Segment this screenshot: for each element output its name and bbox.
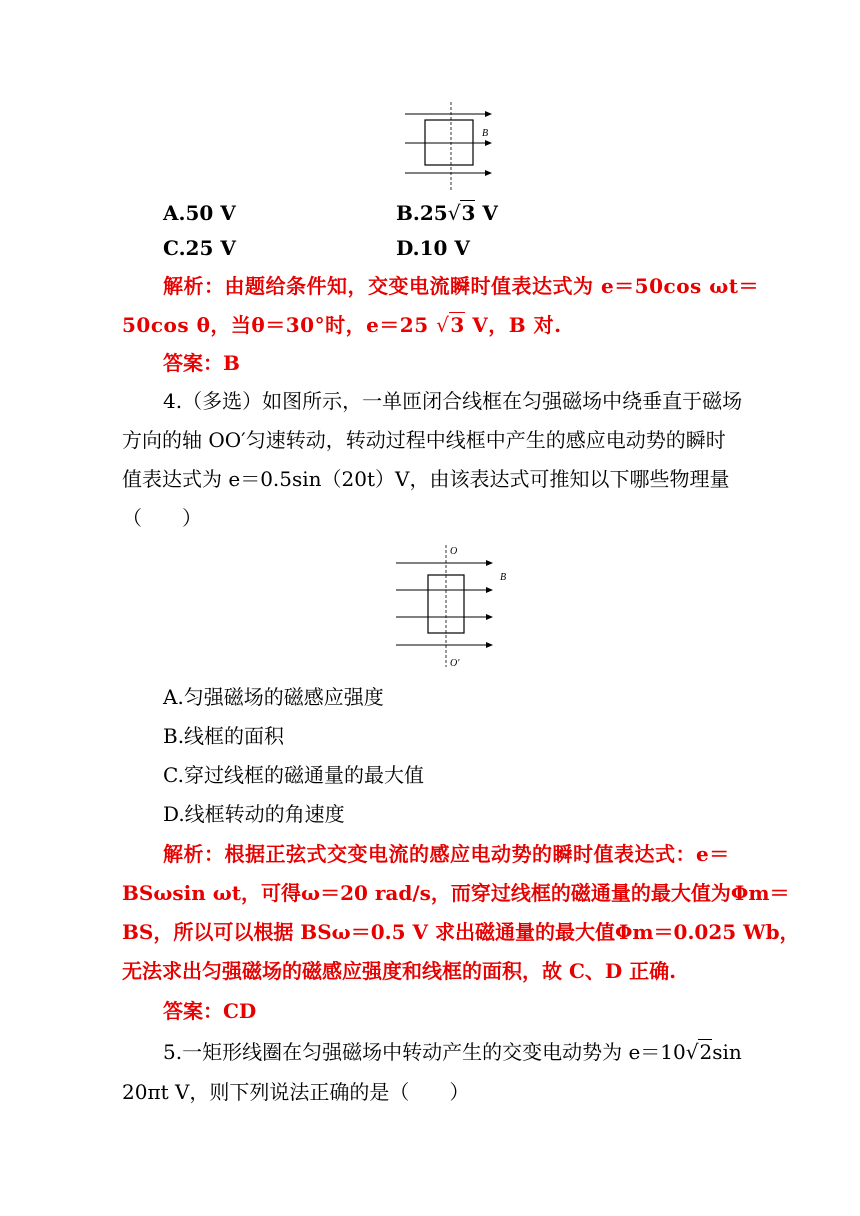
q4-answer <box>163 997 256 1025</box>
q5-radicand: 2 <box>699 1040 713 1064</box>
q4-analysis-line-4: 无法求出匀强磁场的磁感应强度和线框的面积，故 C、D 正确. <box>122 959 677 983</box>
analysis-text-b: V，B 对. <box>464 313 562 337</box>
label-o: O <box>450 546 458 557</box>
analysis-text-a: 50cos θ，当θ＝30°时，e＝25 <box>122 313 437 337</box>
radical-icon: √ <box>436 313 450 337</box>
figure-coil-field-1 <box>395 100 505 192</box>
coil-rectangle <box>428 575 464 633</box>
q4-analysis-line-3: BS，所以可以根据 BSω＝0.5 V 求出磁通量的最大值Φm＝0.025 Wb， <box>122 920 800 944</box>
analysis-label: 解析： <box>163 274 225 298</box>
radical-icon: √ <box>685 1040 699 1064</box>
q4-analysis-line-1 <box>163 840 730 868</box>
answer-value: B <box>223 351 240 375</box>
q4-option-c: C.穿过线框的磁通量的最大值 <box>163 763 424 787</box>
q3-analysis-line-2 <box>122 311 562 339</box>
answer-label: 答案： <box>163 351 223 375</box>
option-c-text: C.25 V <box>163 236 236 260</box>
q5-text-b: sin <box>712 1040 742 1064</box>
q4-stem-line-2: 方向的轴 OO′匀速转动，转动过程中线框中产生的感应电动势的瞬时 <box>122 428 726 452</box>
q5-text-a: 5.一矩形线圈在匀强磁场中转动产生的交变电动势为 e＝10 <box>163 1040 686 1064</box>
q4-option-a: A.匀强磁场的磁感应强度 <box>163 685 384 709</box>
option-c <box>163 234 470 262</box>
q4-option-d: D.线框转动的角速度 <box>163 802 345 826</box>
option-b <box>396 199 498 227</box>
option-b-post: V <box>475 201 498 225</box>
option-b-pre: B.25 <box>396 201 448 225</box>
q4-stem-line-4: （ ） <box>122 506 202 530</box>
option-a-text: A.50 V <box>163 201 236 225</box>
q4-analysis-line-2: BSωsin ωt，可得ω＝20 rad/s，而穿过线框的磁通量的最大值为Φm＝ <box>122 881 790 905</box>
answer-label: 答案： <box>163 999 223 1023</box>
label-b: B <box>482 128 489 139</box>
option-b-radicand: 3 <box>461 201 476 225</box>
analysis-text: 根据正弦式交变电流的感应电动势的瞬时值表达式：e＝ <box>224 842 730 866</box>
q4-stem-line-3: 值表达式为 e＝0.5sin（20t）V，由该表达式可推知以下哪些物理量 <box>122 467 730 491</box>
analysis-radicand: 3 <box>450 313 465 337</box>
q5-stem-line-2: 20πt V，则下列说法正确的是（ ） <box>122 1080 470 1104</box>
q5-stem-line-1 <box>163 1038 742 1066</box>
label-b: B <box>500 572 507 583</box>
q3-answer <box>163 349 240 377</box>
option-a <box>163 199 498 227</box>
q4-option-b: B.线框的面积 <box>163 724 285 748</box>
radical-icon: √ <box>447 201 461 225</box>
analysis-text: 由题给条件知，交变电流瞬时值表达式为 e＝50cos ωt＝ <box>224 274 760 298</box>
q3-analysis-line-1 <box>163 272 759 300</box>
analysis-label: 解析： <box>163 842 225 866</box>
label-o-prime: O′ <box>450 658 460 669</box>
answer-value: CD <box>223 999 257 1023</box>
figure-coil-field-2 <box>392 543 522 673</box>
q4-stem-line-1: 4.（多选）如图所示，一单匝闭合线框在匀强磁场中绕垂直于磁场 <box>163 389 743 413</box>
option-d: D.10 V <box>396 236 470 260</box>
